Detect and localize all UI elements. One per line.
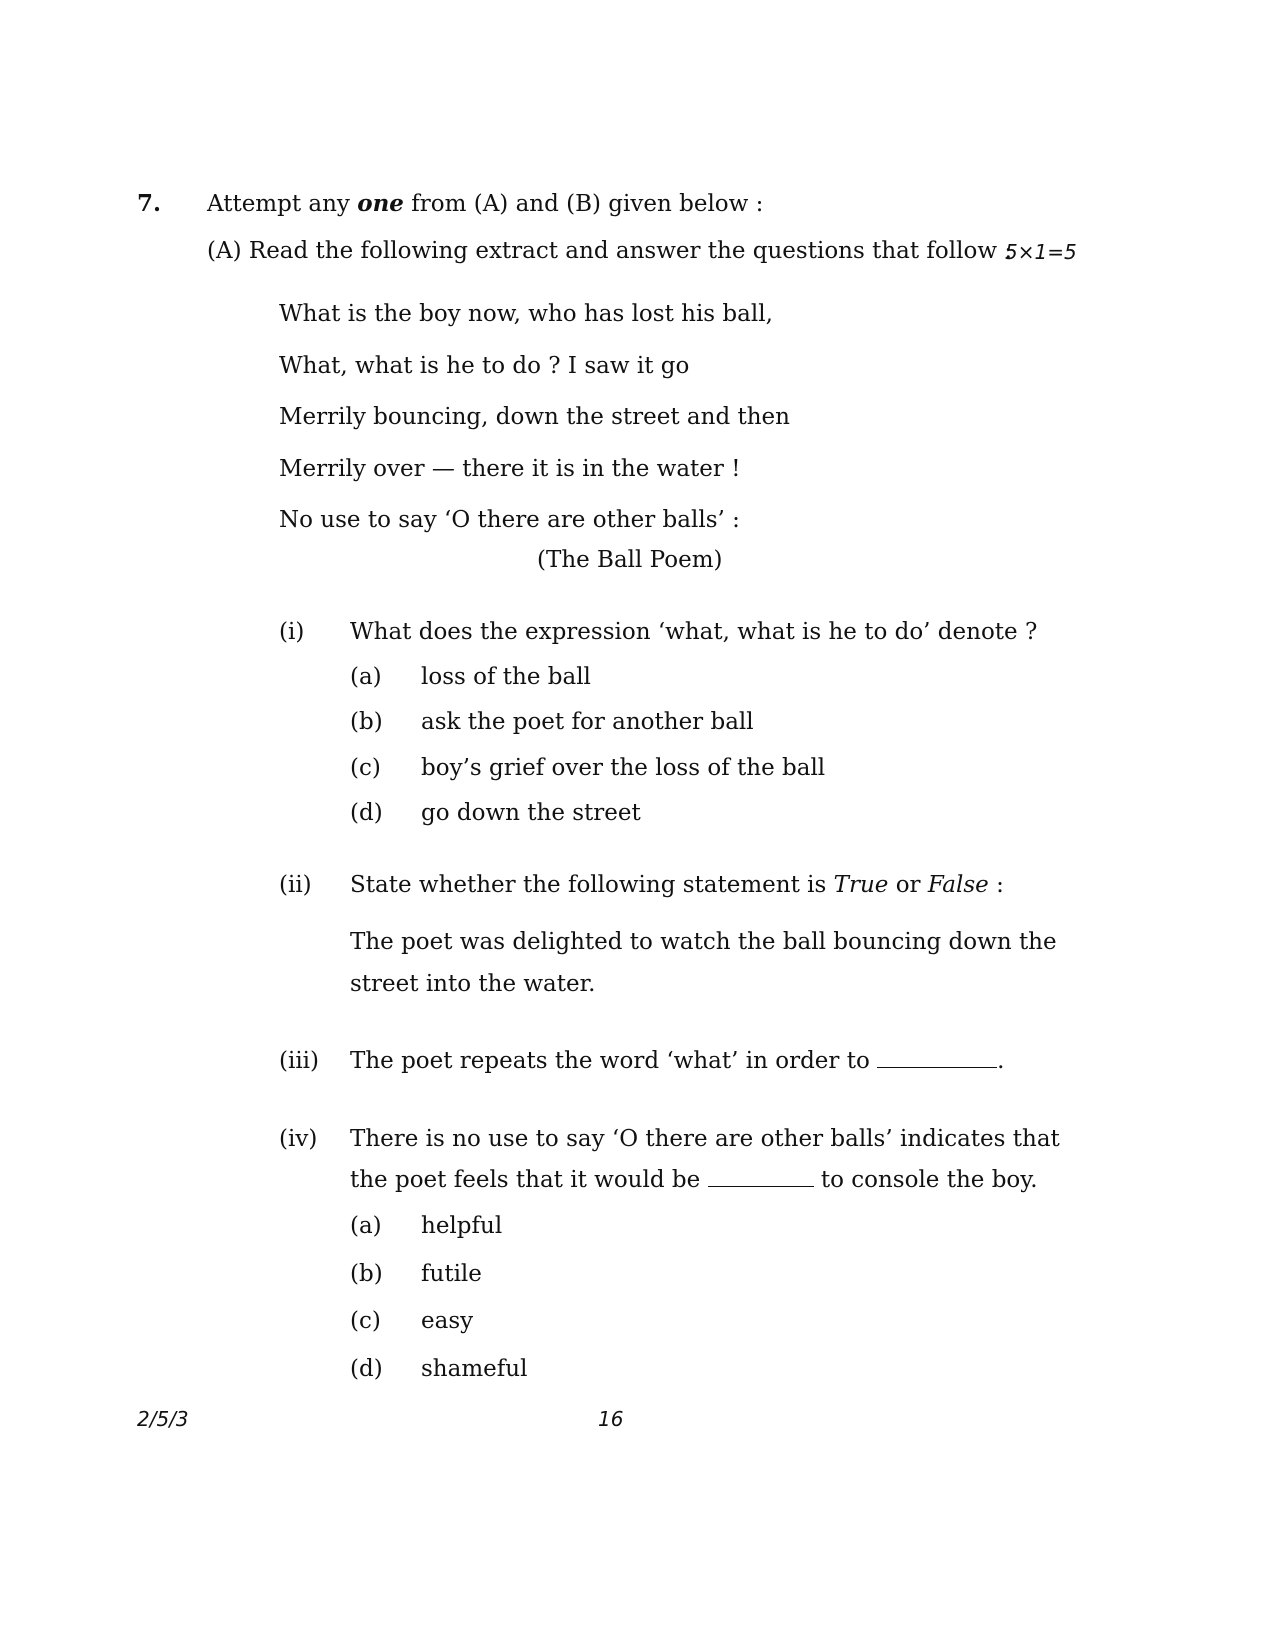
subq-iv-line-1: There is no use to say ‘O there are other balls’ indicates that <box>350 1126 1060 1152</box>
subq-iii-end: . <box>997 1048 1005 1074</box>
instruction-emphasis: one <box>357 190 404 217</box>
subq-iii-text <box>350 1047 1004 1075</box>
subq-iv-option-label: (a) <box>350 1213 382 1239</box>
subq-iii-label: (iii) <box>279 1048 320 1074</box>
instruction-post: from (A) and (B) given below : <box>411 191 764 217</box>
extract-source: (The Ball Poem) <box>537 547 723 573</box>
part-a-label: (A) <box>207 238 242 264</box>
footer-page-number: 16 <box>598 1407 624 1431</box>
question-instruction <box>207 190 763 218</box>
subq-iv-line-2-pre: the poet feels that it would be <box>350 1167 701 1193</box>
extract-line-2: What, what is he to do ? I saw it go <box>279 353 690 379</box>
extract-line-4: Merrily over — there it is in the water ! <box>279 456 741 482</box>
subq-iv-option-label: (d) <box>350 1356 383 1382</box>
subq-iv-option-text: helpful <box>421 1213 503 1239</box>
marks-allocation: 5×1=5 <box>1005 240 1077 264</box>
subq-iv-answer-blank <box>708 1166 814 1187</box>
footer-paper-code: 2/5/3 <box>137 1407 189 1431</box>
subq-ii-text-post: : <box>996 872 1004 898</box>
subq-i-option-text: loss of the ball <box>421 664 591 690</box>
subq-i-option-text: ask the poet for another ball <box>421 709 754 735</box>
subq-ii-text-pre: State whether the following statement is <box>350 872 827 898</box>
subq-i-option-text: boy’s grief over the loss of the ball <box>421 755 826 781</box>
instruction-pre: Attempt any <box>207 191 350 217</box>
subq-i-option-text: go down the street <box>421 800 641 826</box>
subq-ii-false: False <box>927 872 989 898</box>
subq-ii-text <box>350 871 1004 899</box>
subq-ii-true: True <box>833 872 889 898</box>
subq-iv-line-2 <box>350 1166 1038 1194</box>
subq-iv-option-text: shameful <box>421 1356 528 1382</box>
subq-ii-or: or <box>895 872 921 898</box>
subq-iii-answer-blank <box>877 1047 997 1068</box>
subq-i-option-label: (c) <box>350 755 381 781</box>
question-number: 7. <box>137 190 162 217</box>
subq-i-option-label: (d) <box>350 800 383 826</box>
subq-iv-option-text: futile <box>421 1261 482 1287</box>
subq-iv-label: (iv) <box>279 1126 318 1152</box>
extract-line-5: No use to say ‘O there are other balls’ : <box>279 507 740 533</box>
part-a-text: Read the following extract and answer the questions that follow : <box>248 238 1013 264</box>
part-a-heading <box>207 237 1012 265</box>
subq-iii-text-body: The poet repeats the word ‘what’ in order to <box>350 1048 870 1074</box>
extract-line-1: What is the boy now, who has lost his ball, <box>279 301 773 327</box>
subq-i-option-label: (b) <box>350 709 383 735</box>
extract-line-3: Merrily bouncing, down the street and then <box>279 404 790 430</box>
subq-iv-line-2-post: to console the boy. <box>820 1167 1038 1193</box>
subq-i-option-label: (a) <box>350 664 382 690</box>
subq-iv-option-label: (b) <box>350 1261 383 1287</box>
subq-i-label: (i) <box>279 619 305 645</box>
subq-iv-option-label: (c) <box>350 1308 381 1334</box>
subq-iv-option-text: easy <box>421 1308 474 1334</box>
subq-ii-label: (ii) <box>279 872 312 898</box>
subq-i-text: What does the expression ‘what, what is he to do’ denote ? <box>350 619 1038 645</box>
subq-ii-statement-line-1: The poet was delighted to watch the ball bouncing down the <box>350 929 1057 955</box>
subq-ii-statement-line-2: street into the water. <box>350 971 596 997</box>
